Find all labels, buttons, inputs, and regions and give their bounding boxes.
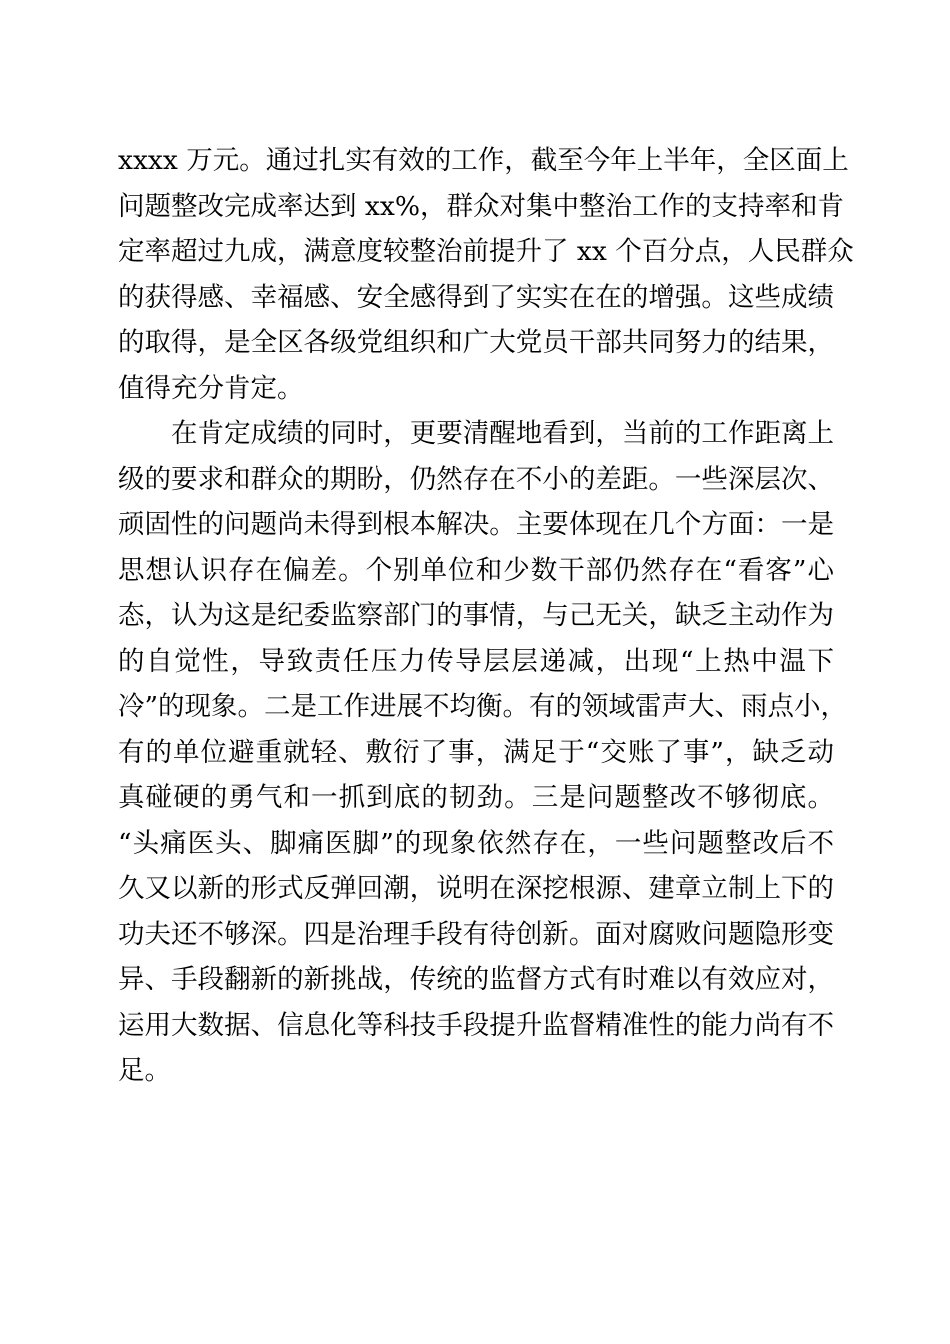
text-line: 态，认为这是纪委监察部门的事情，与己无关，缺乏主动作为 <box>118 600 834 631</box>
text-line: 有的单位避重就轻、敷衍了事，满足于“交账了事”，缺乏动 <box>118 736 834 768</box>
paragraph-achievements <box>118 138 854 411</box>
text-line: “头痛医头、脚痛医脚”的现象依然存在，一些问题整改后不 <box>118 827 834 859</box>
text-line: 冷”的现象。二是工作进展不均衡。有的领域雷声大、雨点小， <box>118 691 848 722</box>
text-line: 值得充分肯定。 <box>118 372 304 404</box>
text-line: 功夫还不够深。四是治理手段有待创新。面对腐败问题隐形变 <box>118 918 834 950</box>
text-line: 思想认识存在偏差。个别单位和少数干部仍然存在“看客”心 <box>118 554 834 586</box>
text-line: 足。 <box>118 1055 171 1086</box>
text-line: 的自觉性，导致责任压力传导层层递减，出现“上热中温下 <box>118 645 834 677</box>
text-line: 的获得感、幸福感、安全感得到了实实在在的增强。这些成绩 <box>118 281 834 313</box>
text-line: 顽固性的问题尚未得到根本解决。主要体现在几个方面：一是 <box>118 509 834 540</box>
text-line: 真碰硬的勇气和一抓到底的韧劲。三是问题整改不够彻底。 <box>118 782 834 813</box>
text-line: 久又以新的形式反弹回潮，说明在深挖根源、建章立制上下的 <box>118 873 834 904</box>
text-line: 问题整改完成率达到 xx%，群众对集中整治工作的支持率和肯 <box>118 190 844 222</box>
text-line: 的取得，是全区各级党组织和广大党员干部共同努力的结果， <box>118 327 834 358</box>
text-line: 异、手段翻新的新挑战，传统的监督方式有时难以有效应对， <box>118 964 834 995</box>
text-line: 定率超过九成，满意度较整治前提升了 xx 个百分点，人民群众 <box>118 236 854 267</box>
text-line: 在肯定成绩的同时，更要清醒地看到，当前的工作距离上 <box>118 418 834 449</box>
text-line: xxxx 万元。通过扎实有效的工作，截至今年上半年，全区面上 <box>118 145 849 176</box>
paragraph-shortcomings <box>118 411 848 1094</box>
text-line: 级的要求和群众的期盼，仍然存在不小的差距。一些深层次、 <box>118 463 834 495</box>
text-line: 运用大数据、信息化等科技手段提升监督精准性的能力尚有不 <box>118 1009 834 1041</box>
